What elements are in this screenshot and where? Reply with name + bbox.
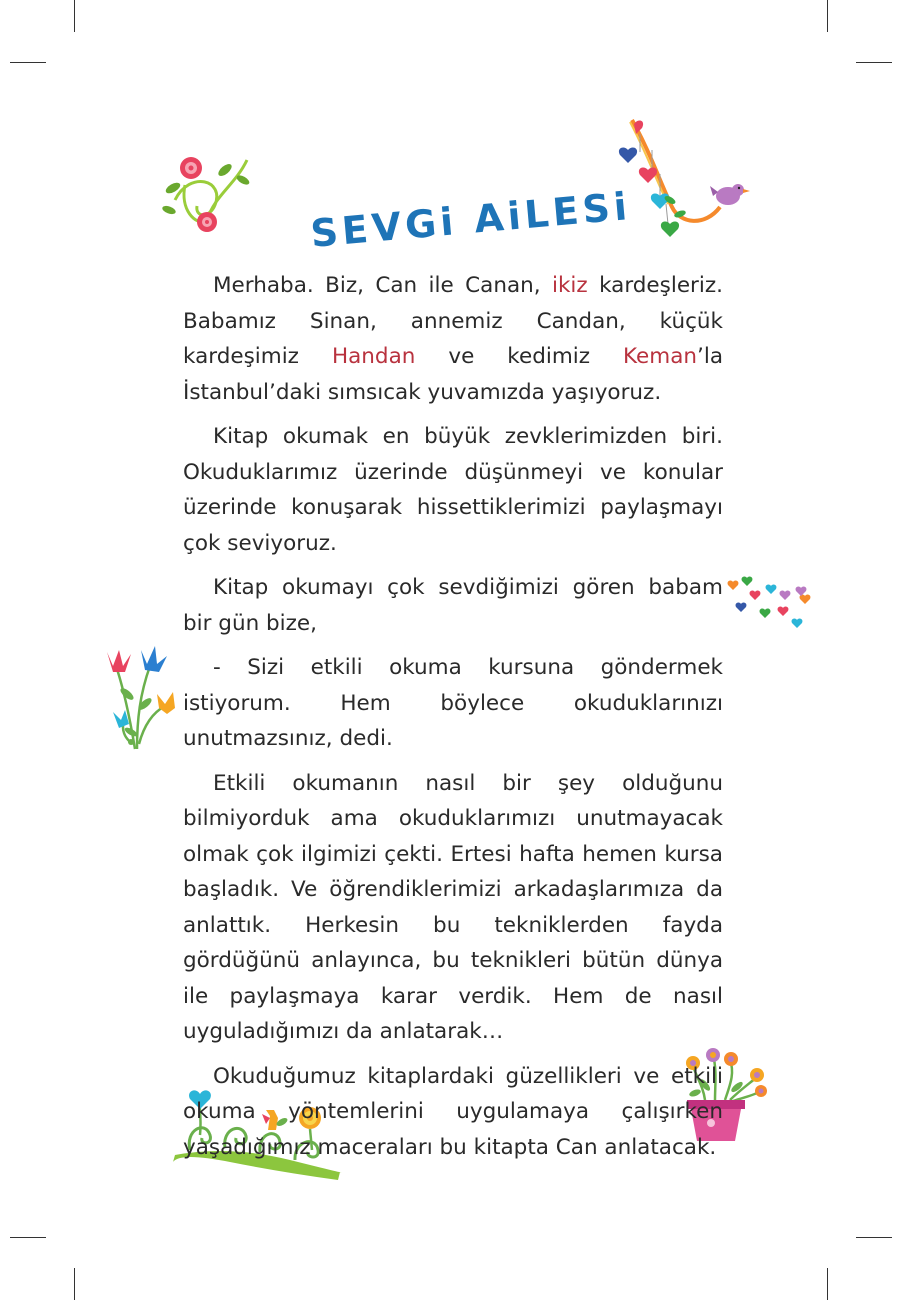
paragraph-intro — [183, 268, 723, 410]
paragraph-reading: Kitap okumak en büyük zevklerimizden biri. Okuduklarımız üzerinde düşünmeyi ve konular üzerinde konuşarak hissettiklerimizi paylaşmayı çok seviyoruz. — [183, 424, 723, 556]
highlight-handan: Handan — [331, 344, 416, 369]
highlight-ikiz: ikiz — [551, 273, 588, 298]
story-text — [183, 268, 723, 1174]
crop-mark — [74, 0, 75, 32]
crop-mark — [10, 62, 46, 63]
crop-mark — [827, 1268, 828, 1300]
page-title — [300, 180, 633, 260]
crop-mark — [856, 1237, 892, 1238]
paragraph-dialogue: - Sizi etkili okuma kursuna göndermek istiyorum. Hem böylece okuduklarınızı unutmazsınız, dedi. — [183, 655, 723, 751]
text-span: ’la İstanbul’daki sımsıcak yuvamızda yaşıyoruz. — [183, 344, 723, 405]
crop-mark — [10, 1237, 46, 1238]
text-span: Merhaba. Biz, Can ile Canan, — [213, 273, 552, 298]
crop-mark — [74, 1268, 75, 1300]
paragraph-father: Kitap okumayı çok sevdiğimizi gören babam bir gün bize, — [183, 575, 723, 636]
scattered-hearts-icon — [725, 572, 820, 632]
text-span: ve kedimiz — [415, 344, 623, 369]
crop-mark — [856, 62, 892, 63]
tulip-flowers-icon — [95, 644, 185, 754]
paragraph-course: Etkili okumanın nasıl bir şey olduğunu bilmiyorduk ama okuduklarımızı unutmayacak olmak çok ilgimizi çekti. Ertesi hafta hemen kursa başladık. Ve öğrendiklerimizi arkadaşlarımıza da anlattık. Herkesin bu tekniklerden fayda gördüğünü anlayınca, bu teknikleri bütün dünya ile paylaşmaya karar verdik. Hem de nasıl uyguladığımızı da anlatarak… — [183, 770, 723, 1044]
highlight-keman: Keman — [623, 344, 698, 369]
heart-mobile-bird-icon — [610, 112, 755, 247]
page-title-text: SEVGi AiLESi — [308, 183, 633, 256]
paragraph-closing: Okuduğumuz kitaplardaki güzellikleri ve etkili okuma yöntemlerini uygulamaya çalışırken yaşadığımız maceraları bu kitapta Can anlatacak. — [183, 1063, 723, 1160]
crop-mark — [827, 0, 828, 32]
text-span: kardeşleriz. Babamız Sinan, annemiz Candan, küçük kardeşimiz — [183, 273, 723, 369]
rose-flower-icon — [155, 140, 260, 240]
